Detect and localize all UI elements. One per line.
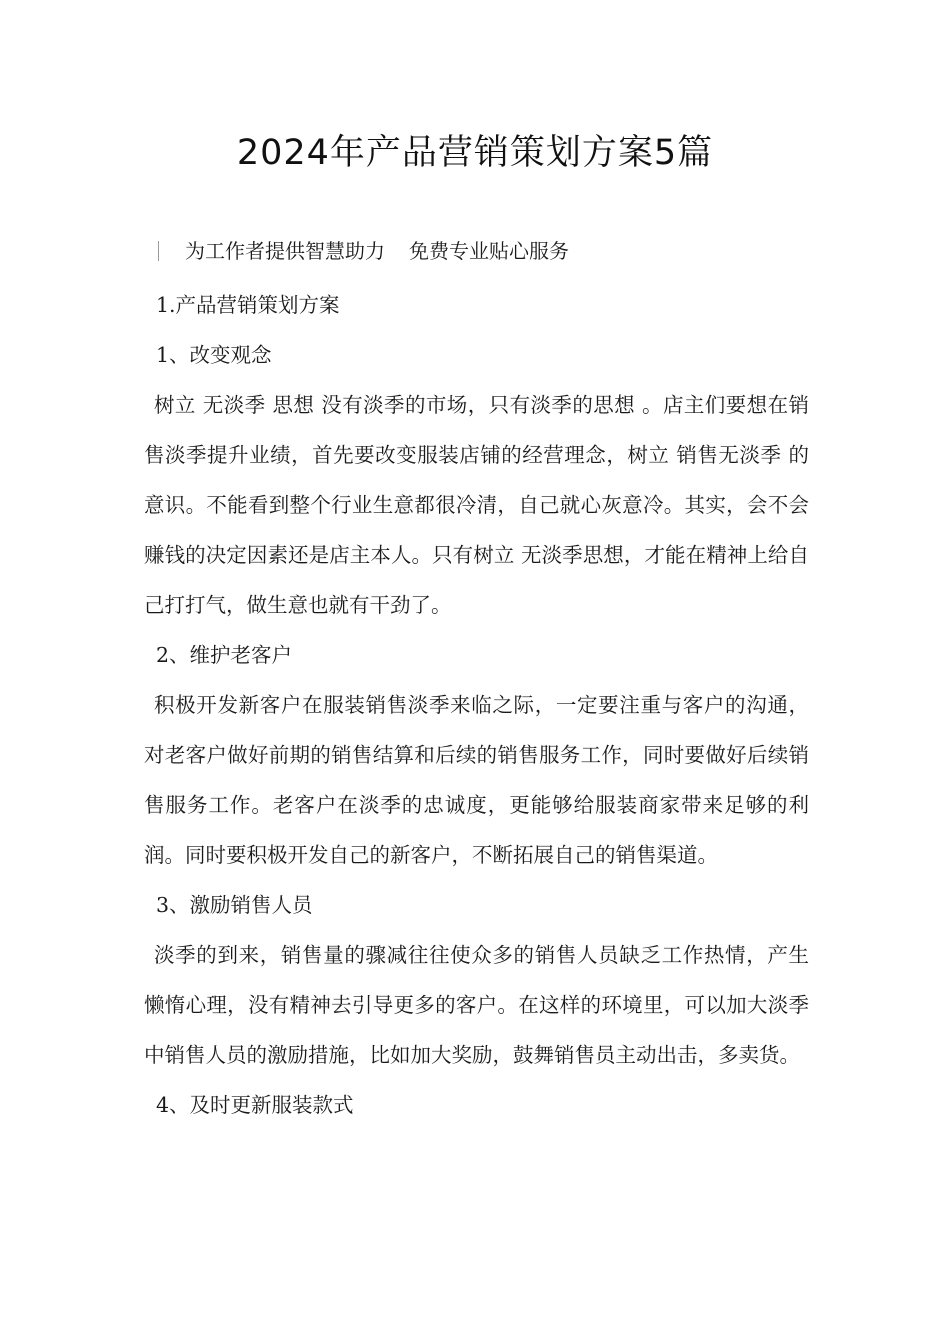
section-paragraph: 淡季的到来，销售量的骤减往往使众多的销售人员缺乏工作热情，产生懒惰心理，没有精神去引导更多的客户。在这样的环境里，可以加大淡季中销售人员的激励措施，比如加大奖励，鼓舞销售员主动出击，多卖货。: [144, 943, 809, 1067]
tagline-left: 为工作者提供智慧助力: [185, 239, 385, 263]
document-body: [144, 280, 809, 1130]
section-heading: 2、维护老客户: [156, 643, 293, 667]
section-heading: 3、激励销售人员: [156, 893, 313, 917]
section-paragraph: 树立 无淡季 思想 没有淡季的市场，只有淡季的思想 。店主们要想在销售淡季提升业绩，首先要改变服装店铺的经营理念，树立 销售无淡季 的意识。不能看到整个行业生意都很冷清，自己就心灰意冷。其实，会不会赚钱的决定因素还是店主本人。只有树立 无淡季思想，才能在精神上给自己打打气，做生意也就有干劲了。: [144, 393, 809, 617]
section-heading: 1、改变观念: [156, 343, 272, 367]
tagline: [152, 236, 569, 266]
tagline-right: 免费专业贴心服务: [409, 239, 569, 263]
section-paragraph: 积极开发新客户在服装销售淡季来临之际，一定要注重与客户的沟通，对老客户做好前期的销售结算和后续的销售服务工作，同时要做好后续销售服务工作。老客户在淡季的忠诚度，更能够给服装商家带来足够的利润。同时要积极开发自己的新客户，不断拓展自己的销售渠道。: [144, 693, 809, 867]
section-title: 1.产品营销策划方案: [156, 293, 340, 317]
section-heading: 4、及时更新服装款式: [156, 1093, 354, 1117]
document-title: 2024年产品营销策划方案5篇: [236, 133, 714, 173]
tagline-divider: [158, 241, 159, 261]
